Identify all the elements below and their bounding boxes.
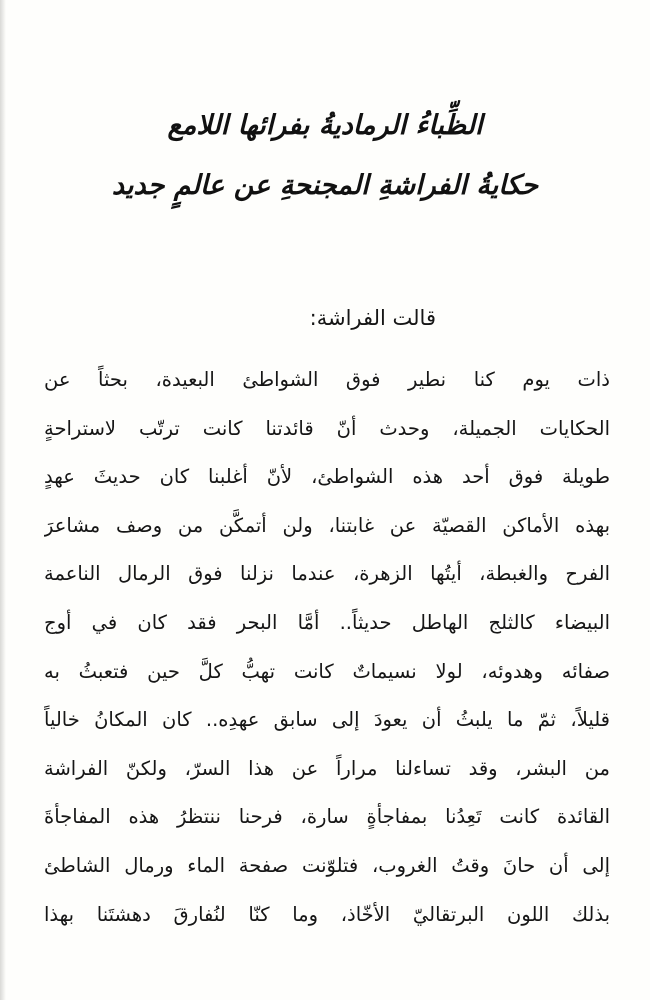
text-line: صفائه وهدوئه، لولا نسيماتٌ كانت تهبُّ كلَّ حين فتعبثُ به xyxy=(44,659,610,683)
chapter-title xyxy=(40,96,610,216)
section-heading: قالت الفراشة: xyxy=(309,306,436,330)
text-line: إلى أن حانَ وقتُ الغروب، فتلوّنت صفحة الماء ورمال الشاطئ xyxy=(44,853,610,877)
page-edge-shadow xyxy=(0,0,6,1000)
text-line: الحكايات الجميلة، وحدث أنّ قائدتنا كانت ترتّب لاستراحةٍ xyxy=(44,416,610,440)
text-line: ذات يوم كنا نطير فوق الشواطئ البعيدة، بحثاً عن xyxy=(44,368,610,391)
text-line: قليلاً، ثمّ ما يلبثُ أن يعودَ إلى سابق عهدِه.. كان المكانُ خالياً xyxy=(44,708,610,732)
text-line: البيضاء كالثلج الهاطل حديثاً.. أمَّا البحر فقد كان في أوج xyxy=(44,610,610,634)
text-line: بذلك اللون البرتقاليّ الأخّاذ، وما كنّا لنُفارقَ دهشتَنا بهذا xyxy=(44,902,610,926)
text-line: بهذه الأماكن القصيّة عن غابتنا، ولن أتمكَّن من وصف مشاعرَ xyxy=(44,513,610,537)
text-line: الفرح والغبطة، أيتُها الزهرة، عندما نزلنا فوق الرمال الناعمة xyxy=(44,562,610,586)
body-paragraph xyxy=(44,358,610,941)
text-line: طويلة فوق أحد هذه الشواطئ، لأنّ أغلبنا كان حديثَ عهدٍ xyxy=(44,465,610,489)
chapter-title-line-2: حكايةُ الفراشةِ المجنحةِ عن عالمٍ جديد xyxy=(111,170,539,201)
text-line: القائدة كانت تَعِدُنا بمفاجأةٍ سارة، فرحنا ننتظرُ هذه المفاجأةَ xyxy=(44,805,610,829)
chapter-title-line-1: الظِّباءُ الرماديةُ بفرائها اللامع xyxy=(167,110,483,141)
text-line: من البشر، وقد تساءلنا مراراً عن هذا السرّ، ولكنّ الفراشة xyxy=(44,756,610,780)
